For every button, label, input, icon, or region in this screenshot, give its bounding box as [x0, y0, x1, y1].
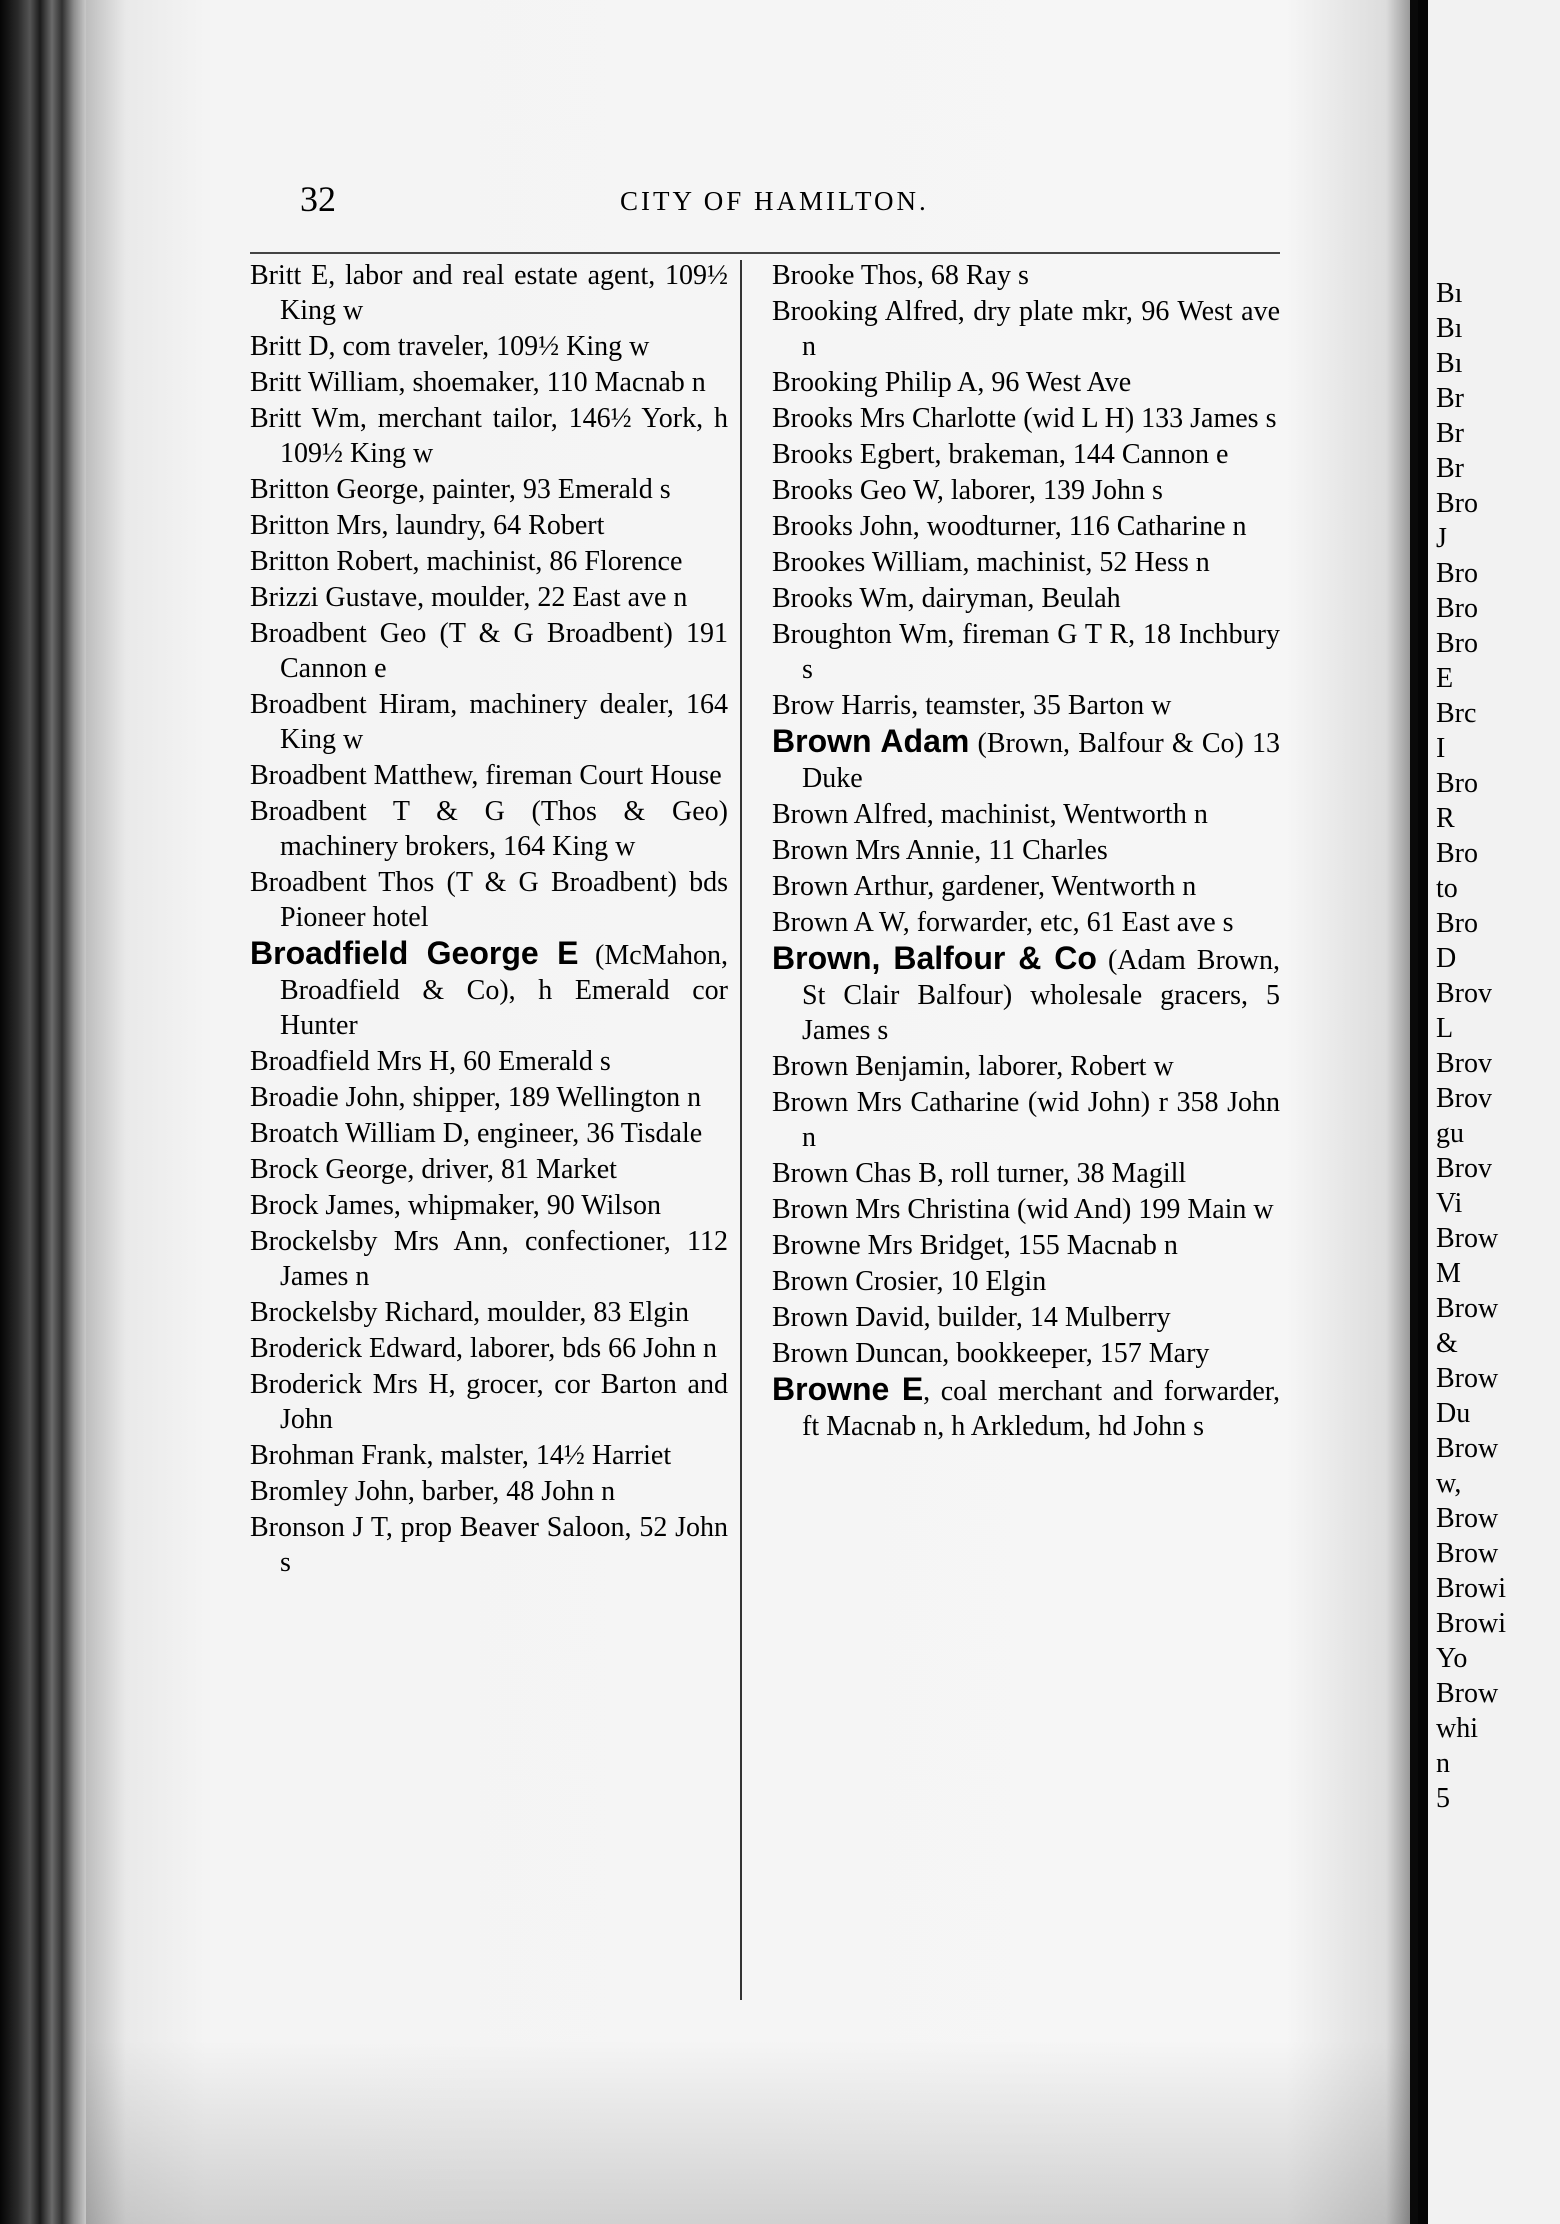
- facing-page-fragment: D: [1436, 943, 1457, 974]
- entry-details: , coal merchant and forwarder, ft Macnab n, h Arkledum, hd John s: [802, 1376, 1281, 1442]
- directory-entry: Brown A W, forwarder, etc, 61 East ave s: [772, 907, 1234, 938]
- facing-page-fragment: Brow: [1436, 1433, 1499, 1464]
- facing-page-fragment: R: [1436, 803, 1455, 834]
- directory-entry: Brock James, whipmaker, 90 Wilson: [250, 1190, 661, 1221]
- directory-entry: Brown Crosier, 10 Elgin: [772, 1266, 1047, 1297]
- directory-entry: Broadbent Thos (T & G Broadbent) bds Pioneer hotel: [250, 867, 728, 933]
- directory-entry: Broadie John, shipper, 189 Wellington n: [250, 1082, 702, 1113]
- directory-entry: Britt E, labor and real estate agent, 109½ King w: [250, 260, 728, 326]
- directory-entry: Brown Mrs Annie, 11 Charles: [772, 835, 1108, 866]
- facing-page-fragment: Browi: [1436, 1608, 1506, 1639]
- facing-page-fragment: J: [1436, 523, 1447, 554]
- facing-page-fragment: Bro: [1436, 838, 1478, 869]
- facing-page-fragment: Brow: [1436, 1363, 1499, 1394]
- directory-entry: Britton Robert, machinist, 86 Florence: [250, 546, 683, 577]
- facing-page-fragment: Bro: [1436, 628, 1478, 659]
- facing-page-fragment: Bro: [1436, 768, 1478, 799]
- directory-entry: Brooks Geo W, laborer, 139 John s: [772, 475, 1163, 506]
- facing-page-fragment: Bro: [1436, 488, 1478, 519]
- entry-name-bold: Browne E: [772, 1371, 924, 1407]
- facing-page-fragment: whi: [1436, 1713, 1478, 1744]
- facing-page-fragment: Brov: [1436, 1153, 1492, 1184]
- directory-entry: Bromley John, barber, 48 John n: [250, 1476, 616, 1507]
- directory-entry: Broderick Mrs H, grocer, cor Barton and John: [250, 1369, 728, 1435]
- directory-entry: Brooke Thos, 68 Ray s: [772, 260, 1029, 291]
- directory-entry: Brown Benjamin, laborer, Robert w: [772, 1051, 1174, 1082]
- header-rule: [250, 252, 1280, 254]
- facing-page-fragment: gu: [1436, 1118, 1464, 1149]
- directory-entry: Broadbent Geo (T & G Broadbent) 191 Cannon e: [250, 618, 728, 684]
- entry-name-bold: Broadfield George E: [250, 935, 579, 971]
- entry-details: (McMahon, Broadfield & Co), h Emerald cor Hunter: [280, 940, 728, 1041]
- directory-entry: Broadbent T & G (Thos & Geo) machinery brokers, 164 King w: [250, 796, 728, 862]
- facing-page-fragment: Du: [1436, 1398, 1471, 1429]
- directory-entry: Brown David, builder, 14 Mulberry: [772, 1302, 1171, 1333]
- directory-entry: Broatch William D, engineer, 36 Tisdale: [250, 1118, 703, 1149]
- facing-page-fragment: Br: [1436, 418, 1464, 449]
- facing-page-fragment: &: [1436, 1328, 1458, 1359]
- page-shadow: [86, 2040, 1410, 2224]
- facing-page-fragment: 5: [1436, 1783, 1450, 1814]
- directory-entry: Brohman Frank, malster, 14½ Harriet: [250, 1440, 672, 1471]
- facing-page-fragment: Brow: [1436, 1678, 1499, 1709]
- column-divider: [740, 260, 742, 2000]
- facing-page-fragment: Bı: [1436, 313, 1463, 344]
- directory-entry: Brooking Alfred, dry plate mkr, 96 West ave n: [772, 296, 1280, 362]
- entry-details: (Adam Brown, St Clair Balfour) wholesale gracers, 5 James s: [802, 945, 1280, 1046]
- directory-entry: Brizzi Gustave, moulder, 22 East ave n: [250, 582, 688, 613]
- directory-entry: Brown Duncan, bookkeeper, 157 Mary: [772, 1338, 1210, 1369]
- directory-entry: Britt William, shoemaker, 110 Macnab n: [250, 367, 706, 398]
- directory-entry: Brockelsby Mrs Ann, confectioner, 112 James n: [250, 1226, 728, 1292]
- directory-entry: Broadbent Matthew, fireman Court House: [250, 760, 722, 791]
- directory-entry: Brown Mrs Catharine (wid John) r 358 John n: [772, 1087, 1280, 1153]
- facing-page-fragment: Bı: [1436, 348, 1463, 379]
- directory-entry: Broadbent Hiram, machinery dealer, 164 King w: [250, 689, 728, 755]
- directory-entry: Britton George, painter, 93 Emerald s: [250, 474, 671, 505]
- facing-page-fragment: M: [1436, 1258, 1461, 1289]
- directory-entry: [772, 941, 1280, 1048]
- entry-name-bold: Brown, Balfour & Co: [772, 940, 1097, 976]
- page-number: 32: [300, 179, 336, 219]
- directory-entry: [772, 1372, 1280, 1444]
- facing-page-fragment: Brow: [1436, 1293, 1499, 1324]
- facing-page-edge: [1418, 0, 1560, 2224]
- directory-entry: Britt D, com traveler, 109½ King w: [250, 331, 650, 362]
- directory-entry: Brookes William, machinist, 52 Hess n: [772, 547, 1210, 578]
- facing-page-fragment: Brc: [1436, 698, 1477, 729]
- running-title: CITY OF HAMILTON.: [620, 186, 929, 216]
- directory-entry: [250, 936, 728, 1043]
- facing-page-fragment: to: [1436, 873, 1458, 904]
- facing-page-fragment: L: [1436, 1013, 1454, 1044]
- directory-entry: Bronson J T, prop Beaver Saloon, 52 John s: [250, 1512, 728, 1578]
- directory-entry: Brown Chas B, roll turner, 38 Magill: [772, 1158, 1187, 1189]
- directory-entry: Brown Alfred, machinist, Wentworth n: [772, 799, 1208, 830]
- directory-entry: Brow Harris, teamster, 35 Barton w: [772, 690, 1172, 721]
- entry-details: (Brown, Balfour & Co) 13 Duke: [802, 728, 1281, 794]
- page-header: [210, 178, 1290, 228]
- entry-name-bold: Brown Adam: [772, 723, 970, 759]
- directory-entry: Brooks Mrs Charlotte (wid L H) 133 James s: [772, 403, 1277, 434]
- directory-entry: Browne Mrs Bridget, 155 Macnab n: [772, 1230, 1178, 1261]
- facing-page-fragment: n: [1436, 1748, 1450, 1779]
- directory-entry: Britton Mrs, laundry, 64 Robert: [250, 510, 605, 541]
- facing-page-fragment: Yo: [1436, 1643, 1468, 1674]
- facing-page-fragment: E: [1436, 663, 1454, 694]
- facing-page-fragment: Brow: [1436, 1223, 1499, 1254]
- facing-page-fragment: I: [1436, 733, 1446, 764]
- facing-page-fragment: Bro: [1436, 558, 1478, 589]
- right-column: [772, 258, 1280, 1445]
- directory-entry: Brown Mrs Christina (wid And) 199 Main w: [772, 1194, 1274, 1225]
- directory-entry: Broadfield Mrs H, 60 Emerald s: [250, 1046, 611, 1077]
- directory-entry: Brooks Wm, dairyman, Beulah: [772, 583, 1121, 614]
- directory-entry: Britt Wm, merchant tailor, 146½ York, h 109½ King w: [250, 403, 728, 469]
- directory-entry: [772, 724, 1280, 796]
- facing-page-fragment: Vi: [1436, 1188, 1463, 1219]
- facing-page-fragment: w,: [1436, 1468, 1462, 1499]
- directory-entry: Brooks Egbert, brakeman, 144 Cannon e: [772, 439, 1229, 470]
- directory-entry: Brown Arthur, gardener, Wentworth n: [772, 871, 1197, 902]
- book-binding-edge: [0, 0, 86, 2224]
- facing-page-fragment: Brov: [1436, 1083, 1492, 1114]
- directory-entry: Brock George, driver, 81 Market: [250, 1154, 617, 1185]
- facing-page-fragment: Brow: [1436, 1538, 1499, 1569]
- directory-entry: Brockelsby Richard, moulder, 83 Elgin: [250, 1297, 690, 1328]
- facing-page-fragment: Br: [1436, 453, 1464, 484]
- directory-entry: Broderick Edward, laborer, bds 66 John n: [250, 1333, 717, 1364]
- directory-entry: Broughton Wm, fireman G T R, 18 Inchbury s: [772, 619, 1280, 685]
- facing-page-fragment: Brov: [1436, 1048, 1492, 1079]
- facing-page-fragment: Br: [1436, 383, 1464, 414]
- directory-entry: Brooks John, woodturner, 116 Catharine n: [772, 511, 1247, 542]
- facing-page-fragment: Bı: [1436, 278, 1463, 309]
- facing-page-fragment: Brow: [1436, 1503, 1499, 1534]
- facing-page-fragment: Bro: [1436, 908, 1478, 939]
- directory-entry: Brooking Philip A, 96 West Ave: [772, 367, 1132, 398]
- facing-page-fragment: Brov: [1436, 978, 1492, 1009]
- left-column: [250, 258, 728, 1581]
- facing-page-fragment: Browi: [1436, 1573, 1506, 1604]
- facing-page-fragment: Bro: [1436, 593, 1478, 624]
